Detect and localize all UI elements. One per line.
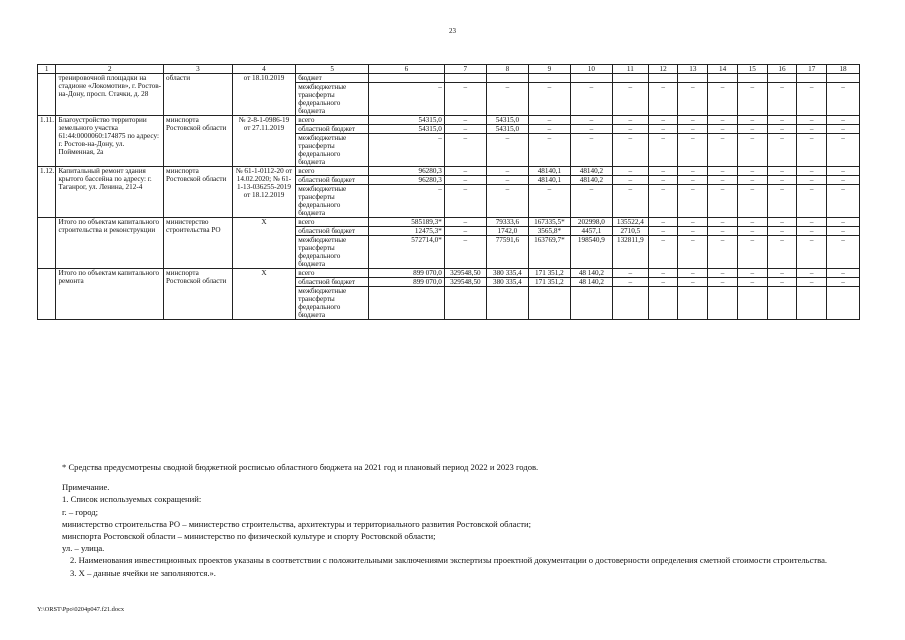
abbr-street: ул. – улица. [62, 543, 105, 554]
amount-cell [708, 74, 738, 83]
amount-cell: – [737, 116, 767, 125]
amount-cell: – [827, 278, 860, 287]
amount-cell: – [648, 236, 678, 269]
amount-cell: – [827, 236, 860, 269]
amount-cell: 329548,50 [444, 269, 486, 278]
amount-cell [678, 74, 708, 83]
amount-cell [797, 287, 827, 320]
table-header-row [38, 65, 860, 74]
amount-cell [612, 287, 648, 320]
amount-cell: 48 140,2 [570, 278, 612, 287]
amount-cell: – [767, 167, 797, 176]
amount-cell: – [648, 134, 678, 167]
customer-name: минспорта Ростовской области [164, 269, 233, 320]
document-ref: от 18.10.2019 [232, 74, 296, 116]
amount-cell [767, 74, 797, 83]
amount-cell: 2710,5 [612, 227, 648, 236]
amount-cell: – [708, 125, 738, 134]
amount-cell: 54315,0 [486, 125, 528, 134]
document-ref: № 2-8-1-0986-19 от 27.11.2019 [232, 116, 296, 167]
funding-source: бюджет [296, 74, 369, 83]
amount-cell: – [369, 185, 445, 218]
amount-cell: – [708, 167, 738, 176]
document-ref: № 61-1-0112-20 от 14.02.2020; № 61-1-13-036255-2019 от 18.12.2019 [232, 167, 296, 218]
funding-source: областной бюджет [296, 278, 369, 287]
table-row [38, 74, 860, 83]
amount-cell: 54315,0 [369, 116, 445, 125]
amount-cell: – [648, 185, 678, 218]
amount-cell: – [708, 134, 738, 167]
amount-cell: 96280,3 [369, 176, 445, 185]
funding-source: межбюджетные трансферты федерального бюджета [296, 236, 369, 269]
note-item-1: 1. Список используемых сокращений: [62, 494, 202, 505]
column-number: 17 [797, 65, 827, 74]
amount-cell: 96280,3 [369, 167, 445, 176]
amount-cell: – [737, 185, 767, 218]
funding-source: областной бюджет [296, 176, 369, 185]
amount-cell: – [678, 125, 708, 134]
amount-cell: – [678, 278, 708, 287]
amount-cell: 380 335,4 [486, 269, 528, 278]
amount-cell: – [797, 134, 827, 167]
amount-cell: – [737, 269, 767, 278]
amount-cell: – [648, 125, 678, 134]
object-name: Итого по объектам капитального строительства и реконструкции [56, 218, 164, 269]
amount-cell: – [678, 116, 708, 125]
amount-cell: – [444, 167, 486, 176]
column-number: 5 [296, 65, 369, 74]
column-number: 6 [369, 65, 445, 74]
amount-cell: – [708, 269, 738, 278]
table-row [38, 269, 860, 278]
table-row [38, 218, 860, 227]
column-number: 13 [678, 65, 708, 74]
amount-cell: – [797, 125, 827, 134]
row-number: 1.12. [38, 167, 56, 218]
amount-cell: 135522,4 [612, 218, 648, 227]
amount-cell: – [648, 167, 678, 176]
document-ref: X [232, 218, 296, 269]
amount-cell: 48140,1 [528, 167, 570, 176]
amount-cell: – [612, 269, 648, 278]
amount-cell: – [648, 176, 678, 185]
amount-cell: – [827, 134, 860, 167]
column-number: 10 [570, 65, 612, 74]
note-item-2: 2. Наименования инвестиционных проектов указаны в соответствии с положительными заключениями экспертизы проектной документации о достоверности определения сметной стоимости строительства. [70, 555, 828, 566]
amount-cell [486, 74, 528, 83]
amount-cell: – [648, 227, 678, 236]
table-row [38, 116, 860, 125]
amount-cell: – [797, 83, 827, 116]
amount-cell: – [767, 278, 797, 287]
amount-cell: – [797, 167, 827, 176]
amount-cell: – [486, 167, 528, 176]
amount-cell: – [444, 227, 486, 236]
amount-cell: – [827, 227, 860, 236]
amount-cell: 202998,0 [570, 218, 612, 227]
amount-cell: – [737, 278, 767, 287]
row-number [38, 269, 56, 320]
amount-cell: – [827, 218, 860, 227]
amount-cell [737, 74, 767, 83]
object-name: Итого по объектам капитального ремонта [56, 269, 164, 320]
amount-cell: – [678, 227, 708, 236]
amount-cell: – [737, 83, 767, 116]
amount-cell: – [767, 83, 797, 116]
amount-cell: – [708, 218, 738, 227]
amount-cell: 79333,6 [486, 218, 528, 227]
column-number: 2 [56, 65, 164, 74]
document-ref: X [232, 269, 296, 320]
amount-cell: – [612, 185, 648, 218]
amount-cell: – [678, 269, 708, 278]
row-number: 1.11. [38, 116, 56, 167]
amount-cell [486, 287, 528, 320]
amount-cell: – [737, 227, 767, 236]
column-number: 1 [38, 65, 56, 74]
funding-source: областной бюджет [296, 227, 369, 236]
amount-cell: – [612, 83, 648, 116]
amount-cell: – [612, 134, 648, 167]
amount-cell: – [827, 176, 860, 185]
amount-cell: – [612, 176, 648, 185]
amount-cell: 48140,1 [528, 176, 570, 185]
amount-cell: – [737, 167, 767, 176]
amount-cell: – [797, 269, 827, 278]
amount-cell: – [570, 83, 612, 116]
amount-cell: – [797, 185, 827, 218]
abbr-minsport: минспорта Ростовской области – министерство по физической культуре и спорту Ростовской области; [62, 531, 436, 542]
column-number: 14 [708, 65, 738, 74]
amount-cell: – [827, 167, 860, 176]
column-number: 18 [827, 65, 860, 74]
notes-section [62, 461, 862, 579]
customer-name: министерство строительства РО [164, 218, 233, 269]
amount-cell: – [570, 185, 612, 218]
note-item-3: 3. X – данные ячейки не заполняются.». [70, 567, 216, 578]
amount-cell: – [767, 227, 797, 236]
amount-cell: – [444, 83, 486, 116]
amount-cell: – [444, 116, 486, 125]
amount-cell [827, 74, 860, 83]
amount-cell: – [612, 125, 648, 134]
abbr-minstroy: министерство строительства РО – министерство строительства, архитектуры и территориального развития Ростовской области; [62, 518, 531, 529]
document-path: Y:\ORST\Ppo\0204p047.f21.docx [37, 606, 125, 613]
amount-cell: – [444, 218, 486, 227]
amount-cell: – [827, 83, 860, 116]
amount-cell: – [612, 167, 648, 176]
funding-source: межбюджетные трансферты федерального бюджета [296, 287, 369, 320]
amount-cell: – [797, 176, 827, 185]
amount-cell [678, 287, 708, 320]
amount-cell: – [737, 134, 767, 167]
amount-cell: – [827, 269, 860, 278]
funding-source: всего [296, 167, 369, 176]
amount-cell: – [827, 125, 860, 134]
amount-cell: – [648, 269, 678, 278]
object-name: Благоустройство территории земельного участка 61:44:0000060:174875 по адресу: г. Ростов-на-Дону, ул. Пойменная, 2а [56, 116, 164, 167]
customer-name: минспорта Ростовской области [164, 167, 233, 218]
amount-cell [648, 287, 678, 320]
amount-cell: – [767, 236, 797, 269]
amount-cell [737, 287, 767, 320]
amount-cell [570, 74, 612, 83]
amount-cell [767, 287, 797, 320]
funding-source: межбюджетные трансферты федерального бюджета [296, 134, 369, 167]
funding-source: межбюджетные трансферты федерального бюджета [296, 83, 369, 116]
amount-cell: – [708, 116, 738, 125]
amount-cell: 171 351,2 [528, 269, 570, 278]
amount-cell [612, 74, 648, 83]
funding-source: всего [296, 116, 369, 125]
amount-cell: – [486, 83, 528, 116]
amount-cell [444, 287, 486, 320]
column-number: 3 [164, 65, 233, 74]
amount-cell: – [678, 176, 708, 185]
column-number: 16 [767, 65, 797, 74]
customer-name: минспорта Ростовской области [164, 116, 233, 167]
amount-cell [827, 287, 860, 320]
amount-cell: – [767, 218, 797, 227]
amount-cell: – [767, 176, 797, 185]
amount-cell: – [767, 116, 797, 125]
note-title: Примечание. [62, 482, 110, 493]
amount-cell: 163769,7* [528, 236, 570, 269]
amount-cell: – [570, 134, 612, 167]
amount-cell: 3565,8* [528, 227, 570, 236]
amount-cell: – [797, 227, 827, 236]
column-number: 12 [648, 65, 678, 74]
amount-cell: 329548,50 [444, 278, 486, 287]
amount-cell: 899 070,0 [369, 278, 445, 287]
amount-cell: 48140,2 [570, 176, 612, 185]
amount-cell: – [486, 176, 528, 185]
amount-cell: – [570, 125, 612, 134]
amount-cell: – [797, 116, 827, 125]
amount-cell: 12475,3* [369, 227, 445, 236]
amount-cell [444, 74, 486, 83]
row-number [38, 218, 56, 269]
amount-cell: – [737, 236, 767, 269]
amount-cell: 198540,9 [570, 236, 612, 269]
customer-name: области [164, 74, 233, 116]
row-number [38, 74, 56, 116]
column-number: 15 [737, 65, 767, 74]
amount-cell: – [767, 125, 797, 134]
object-name: Капитальный ремонт здания крытого бассейна по адресу: г. Таганрог, ул. Ленина, 212-4 [56, 167, 164, 218]
amount-cell: – [528, 134, 570, 167]
amount-cell: 171 351,2 [528, 278, 570, 287]
amount-cell [369, 74, 445, 83]
column-number: 8 [486, 65, 528, 74]
amount-cell [528, 287, 570, 320]
amount-cell: – [708, 83, 738, 116]
funding-source: всего [296, 218, 369, 227]
amount-cell: 380 335,4 [486, 278, 528, 287]
amount-cell [797, 74, 827, 83]
amount-cell [369, 287, 445, 320]
amount-cell: – [369, 134, 445, 167]
amount-cell: – [444, 134, 486, 167]
amount-cell: – [678, 83, 708, 116]
amount-cell: – [648, 218, 678, 227]
amount-cell: – [797, 278, 827, 287]
amount-cell: – [708, 185, 738, 218]
amount-cell: – [528, 185, 570, 218]
amount-cell: 585189,3* [369, 218, 445, 227]
amount-cell: – [767, 269, 797, 278]
amount-cell: – [678, 236, 708, 269]
column-number: 7 [444, 65, 486, 74]
amount-cell: 572714,0* [369, 236, 445, 269]
amount-cell: 54315,0 [486, 116, 528, 125]
column-number: 11 [612, 65, 648, 74]
amount-cell: – [737, 125, 767, 134]
amount-cell: – [827, 116, 860, 125]
amount-cell: 4457,1 [570, 227, 612, 236]
amount-cell: 167335,5* [528, 218, 570, 227]
funding-source: всего [296, 269, 369, 278]
amount-cell: – [486, 134, 528, 167]
amount-cell: – [678, 185, 708, 218]
amount-cell: – [444, 236, 486, 269]
amount-cell: 77591,6 [486, 236, 528, 269]
amount-cell: – [767, 185, 797, 218]
amount-cell: – [444, 185, 486, 218]
amount-cell: – [797, 236, 827, 269]
amount-cell: – [486, 185, 528, 218]
amount-cell: – [708, 227, 738, 236]
amount-cell: – [708, 236, 738, 269]
table-row [38, 167, 860, 176]
amount-cell: 54315,0 [369, 125, 445, 134]
amount-cell: – [570, 116, 612, 125]
amount-cell: – [528, 116, 570, 125]
amount-cell: – [528, 125, 570, 134]
amount-cell: – [737, 218, 767, 227]
amount-cell: – [648, 278, 678, 287]
amount-cell: 48 140,2 [570, 269, 612, 278]
amount-cell: – [767, 134, 797, 167]
amount-cell: – [708, 176, 738, 185]
object-name: тренировочной площадки на стадионе «Локомотив», г. Ростов-на-Дону, просп. Стачки, д. 28 [56, 74, 164, 116]
amount-cell: – [797, 218, 827, 227]
amount-cell: – [678, 218, 708, 227]
budget-table [37, 64, 860, 320]
amount-cell: – [648, 116, 678, 125]
amount-cell: 48140,2 [570, 167, 612, 176]
amount-cell: – [737, 176, 767, 185]
amount-cell: 1742,0 [486, 227, 528, 236]
footnote-text: * Средства предусмотрены сводной бюджетной росписью областного бюджета на 2021 год и плановый период 2022 и 2023 годов. [62, 462, 539, 472]
amount-cell: – [612, 116, 648, 125]
amount-cell: 132811,9 [612, 236, 648, 269]
page-number: 23 [449, 27, 456, 35]
amount-cell: – [444, 125, 486, 134]
amount-cell: – [528, 83, 570, 116]
amount-cell: – [612, 278, 648, 287]
amount-cell [570, 287, 612, 320]
amount-cell: – [708, 278, 738, 287]
column-number: 4 [232, 65, 296, 74]
column-number: 9 [528, 65, 570, 74]
amount-cell: 899 070,0 [369, 269, 445, 278]
amount-cell [528, 74, 570, 83]
funding-source: межбюджетные трансферты федерального бюджета [296, 185, 369, 218]
amount-cell [648, 74, 678, 83]
funding-source: областной бюджет [296, 125, 369, 134]
amount-cell: – [678, 167, 708, 176]
amount-cell: – [827, 185, 860, 218]
amount-cell: – [444, 176, 486, 185]
amount-cell: – [678, 134, 708, 167]
abbr-city: г. – город; [62, 506, 99, 517]
amount-cell [708, 287, 738, 320]
amount-cell: – [369, 83, 445, 116]
amount-cell: – [648, 83, 678, 116]
